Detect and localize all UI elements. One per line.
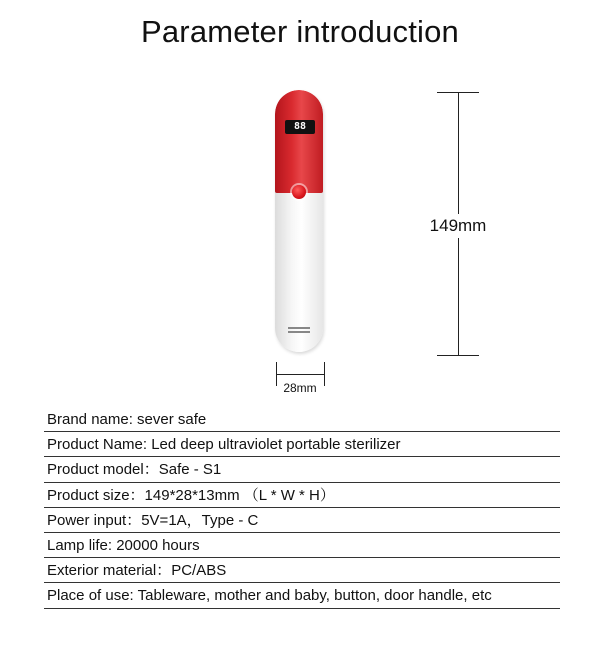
device-cap [275,90,323,193]
length-label: 149mm [418,214,498,238]
device-display: 88 [285,120,315,134]
product-image [270,90,330,360]
page-title: Parameter introduction [140,14,459,49]
width-label: 28mm [283,381,317,395]
spec-lamp-life: Lamp life: 20000 hours [44,533,560,558]
spec-brand-name: Brand name: sever safe [44,407,560,432]
device-power-button [292,185,306,199]
spec-power-input: Power input：5V=1A，Type - C [44,508,560,533]
width-dimension-line [277,374,324,375]
spec-table [44,407,560,609]
spec-exterior-material: Exterior material：PC/ABS [44,558,560,583]
spec-product-model: Product model：Safe - S1 [44,457,560,482]
length-bottom-tick [437,355,479,356]
device-body [275,90,323,352]
spec-product-size: Product size：149*28*13mm （L * W * H） [44,483,560,508]
spec-place-of-use: Place of use: Tableware, mother and baby, button, door handle, etc [44,583,560,608]
device-logo-icon [288,325,310,337]
spec-product-name: Product Name: Led deep ultraviolet portable sterilizer [44,432,560,457]
